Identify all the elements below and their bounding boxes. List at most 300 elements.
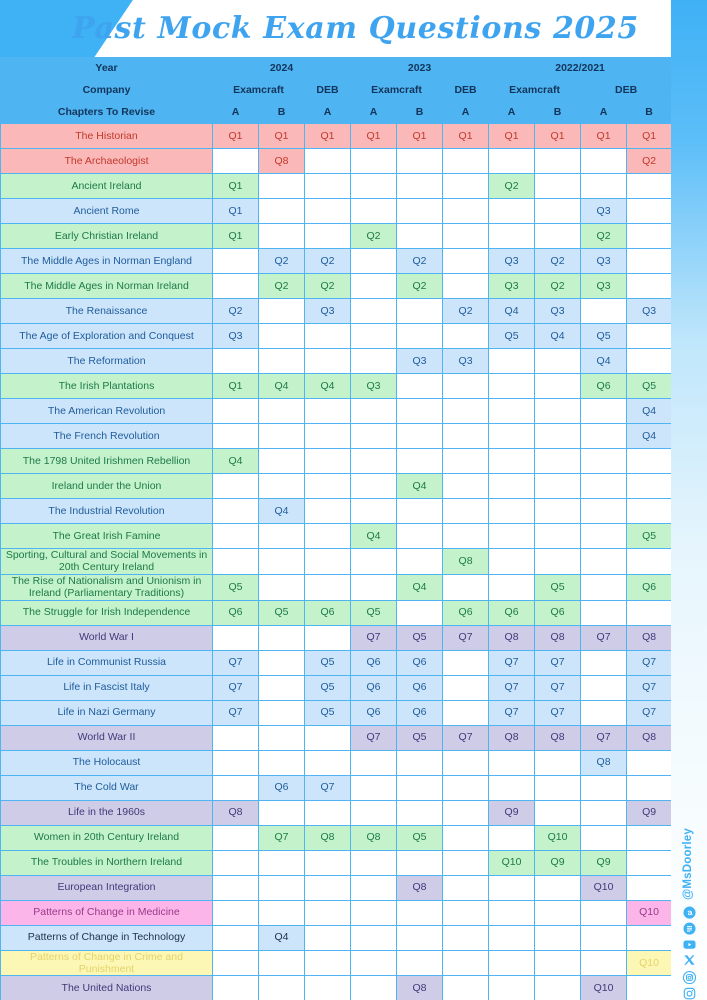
empty-cell	[397, 149, 443, 174]
empty-cell	[259, 700, 305, 725]
empty-cell	[627, 925, 672, 950]
question-cell: Q9	[581, 850, 627, 875]
question-cell: Q8	[397, 875, 443, 900]
question-cell: Q2	[627, 149, 672, 174]
empty-cell	[305, 850, 351, 875]
header-company-deb-2024: DEB	[305, 80, 351, 102]
empty-cell	[489, 349, 535, 374]
empty-cell	[581, 499, 627, 524]
empty-cell	[443, 449, 489, 474]
chapter-label: Ireland under the Union	[1, 474, 213, 499]
empty-cell	[305, 925, 351, 950]
empty-cell	[627, 750, 672, 775]
threads-icon[interactable]	[681, 906, 698, 919]
question-cell: Q8	[213, 800, 259, 825]
empty-cell	[443, 675, 489, 700]
empty-cell	[535, 775, 581, 800]
question-cell: Q1	[443, 124, 489, 149]
empty-cell	[443, 825, 489, 850]
empty-cell	[213, 625, 259, 650]
question-cell: Q7	[535, 700, 581, 725]
chapter-label: The Historian	[1, 124, 213, 149]
empty-cell	[489, 399, 535, 424]
question-cell: Q1	[581, 124, 627, 149]
empty-cell	[213, 775, 259, 800]
empty-cell	[351, 549, 397, 575]
question-cell: Q7	[535, 675, 581, 700]
empty-cell	[259, 424, 305, 449]
empty-cell	[627, 199, 672, 224]
question-cell: Q7	[581, 725, 627, 750]
empty-cell	[443, 800, 489, 825]
empty-cell	[213, 750, 259, 775]
teachers-pay-teachers-icon[interactable]	[681, 922, 698, 935]
chapter-label: Patterns of Change in Medicine	[1, 900, 213, 925]
empty-cell	[627, 600, 672, 625]
header-paper-9: B	[627, 102, 672, 124]
empty-cell	[397, 424, 443, 449]
question-cell: Q3	[213, 324, 259, 349]
question-cell: Q8	[259, 149, 305, 174]
empty-cell	[535, 374, 581, 399]
question-cell: Q3	[351, 374, 397, 399]
empty-cell	[627, 174, 672, 199]
question-cell: Q3	[627, 299, 672, 324]
empty-cell	[489, 900, 535, 925]
chapter-label: The American Revolution	[1, 399, 213, 424]
question-cell: Q4	[213, 449, 259, 474]
question-cell: Q5	[397, 625, 443, 650]
empty-cell	[351, 499, 397, 524]
empty-cell	[443, 224, 489, 249]
table-row	[1, 725, 672, 750]
empty-cell	[535, 976, 581, 1000]
empty-cell	[259, 174, 305, 199]
empty-cell	[305, 349, 351, 374]
empty-cell	[443, 650, 489, 675]
question-cell: Q5	[627, 524, 672, 549]
empty-cell	[305, 625, 351, 650]
empty-cell	[535, 199, 581, 224]
empty-cell	[305, 174, 351, 199]
table-row	[1, 775, 672, 800]
empty-cell	[213, 274, 259, 299]
empty-cell	[581, 700, 627, 725]
question-cell: Q3	[581, 199, 627, 224]
question-cell: Q4	[397, 474, 443, 499]
empty-cell	[535, 224, 581, 249]
empty-cell	[351, 950, 397, 976]
empty-cell	[259, 675, 305, 700]
question-cell: Q8	[305, 825, 351, 850]
table-row	[1, 499, 672, 524]
question-cell: Q2	[213, 299, 259, 324]
empty-cell	[259, 976, 305, 1000]
empty-cell	[351, 424, 397, 449]
question-cell: Q2	[581, 224, 627, 249]
empty-cell	[351, 750, 397, 775]
question-cell: Q5	[213, 574, 259, 600]
empty-cell	[397, 900, 443, 925]
chapter-label: World War II	[1, 725, 213, 750]
empty-cell	[213, 349, 259, 374]
question-cell: Q6	[213, 600, 259, 625]
empty-cell	[213, 149, 259, 174]
empty-cell	[489, 950, 535, 976]
chapter-label: The Troubles in Northern Ireland	[1, 850, 213, 875]
question-cell: Q1	[305, 124, 351, 149]
empty-cell	[443, 499, 489, 524]
question-cell: Q2	[397, 249, 443, 274]
empty-cell	[443, 249, 489, 274]
empty-cell	[305, 800, 351, 825]
question-cell: Q4	[305, 374, 351, 399]
empty-cell	[351, 324, 397, 349]
chapter-label: Life in Nazi Germany	[1, 700, 213, 725]
question-cell: Q1	[213, 224, 259, 249]
question-cell: Q3	[489, 274, 535, 299]
empty-cell	[305, 474, 351, 499]
question-cell: Q10	[627, 900, 672, 925]
empty-cell	[443, 700, 489, 725]
empty-cell	[351, 249, 397, 274]
question-cell: Q5	[397, 725, 443, 750]
empty-cell	[489, 549, 535, 575]
empty-cell	[213, 474, 259, 499]
question-cell: Q1	[489, 124, 535, 149]
empty-cell	[443, 750, 489, 775]
question-cell: Q3	[581, 249, 627, 274]
empty-cell	[397, 199, 443, 224]
question-cell: Q6	[351, 675, 397, 700]
question-cell: Q3	[489, 249, 535, 274]
question-cell: Q4	[397, 574, 443, 600]
question-cell: Q6	[489, 600, 535, 625]
empty-cell	[581, 574, 627, 600]
table-row	[1, 976, 672, 1000]
question-cell: Q5	[351, 600, 397, 625]
empty-cell	[351, 574, 397, 600]
question-cell: Q8	[627, 625, 672, 650]
question-cell: Q5	[305, 650, 351, 675]
empty-cell	[213, 249, 259, 274]
question-cell: Q6	[259, 775, 305, 800]
question-cell: Q7	[305, 775, 351, 800]
chapter-label: The Middle Ages in Norman Ireland	[1, 274, 213, 299]
question-cell: Q7	[443, 625, 489, 650]
empty-cell	[213, 399, 259, 424]
empty-cell	[627, 499, 672, 524]
empty-cell	[213, 950, 259, 976]
question-cell: Q2	[305, 249, 351, 274]
question-cell: Q5	[489, 324, 535, 349]
question-cell: Q9	[489, 800, 535, 825]
empty-cell	[259, 650, 305, 675]
question-cell: Q8	[627, 725, 672, 750]
question-cell: Q2	[259, 274, 305, 299]
question-cell: Q2	[535, 274, 581, 299]
table-row	[1, 650, 672, 675]
chapter-label: Life in the 1960s	[1, 800, 213, 825]
table-row	[1, 199, 672, 224]
chapter-label: Life in Communist Russia	[1, 650, 213, 675]
question-cell: Q4	[581, 349, 627, 374]
question-cell: Q4	[259, 925, 305, 950]
empty-cell	[305, 750, 351, 775]
empty-cell	[259, 349, 305, 374]
empty-cell	[443, 149, 489, 174]
table-row	[1, 549, 672, 575]
empty-cell	[397, 449, 443, 474]
chapter-label: The Archaeologist	[1, 149, 213, 174]
question-cell: Q7	[535, 650, 581, 675]
empty-cell	[489, 750, 535, 775]
empty-cell	[581, 825, 627, 850]
question-cell: Q4	[489, 299, 535, 324]
empty-cell	[581, 399, 627, 424]
table-row	[1, 700, 672, 725]
empty-cell	[351, 299, 397, 324]
empty-cell	[535, 875, 581, 900]
empty-cell	[581, 600, 627, 625]
question-cell: Q1	[351, 124, 397, 149]
chapter-label: The Great Irish Famine	[1, 524, 213, 549]
empty-cell	[627, 274, 672, 299]
empty-cell	[443, 174, 489, 199]
table-row	[1, 625, 672, 650]
question-cell: Q10	[627, 950, 672, 976]
empty-cell	[305, 574, 351, 600]
empty-cell	[443, 976, 489, 1000]
table-row	[1, 600, 672, 625]
table-row	[1, 474, 672, 499]
question-cell: Q7	[489, 675, 535, 700]
chapter-label: The Industrial Revolution	[1, 499, 213, 524]
table-row	[1, 875, 672, 900]
empty-cell	[305, 725, 351, 750]
table-row	[1, 224, 672, 249]
question-cell: Q7	[489, 650, 535, 675]
table-row	[1, 399, 672, 424]
chapter-label: The United Nations	[1, 976, 213, 1000]
table-row	[1, 149, 672, 174]
empty-cell	[397, 800, 443, 825]
chapter-label: Ancient Ireland	[1, 174, 213, 199]
empty-cell	[259, 399, 305, 424]
question-cell: Q6	[397, 650, 443, 675]
question-cell: Q7	[213, 675, 259, 700]
question-cell: Q8	[581, 750, 627, 775]
chapter-label: The Irish Plantations	[1, 374, 213, 399]
chapter-label: Sporting, Cultural and Social Movements in 20th Century Ireland	[1, 549, 213, 575]
empty-cell	[305, 976, 351, 1000]
question-cell: Q1	[213, 174, 259, 199]
empty-cell	[351, 399, 397, 424]
empty-cell	[581, 449, 627, 474]
table-row	[1, 174, 672, 199]
header-company-examcraft-2023: Examcraft	[351, 80, 443, 102]
empty-cell	[351, 349, 397, 374]
chapter-label: The Cold War	[1, 775, 213, 800]
empty-cell	[627, 875, 672, 900]
x-twitter-icon[interactable]	[681, 954, 698, 967]
empty-cell	[397, 374, 443, 399]
chapter-label: European Integration	[1, 875, 213, 900]
question-cell: Q10	[535, 825, 581, 850]
empty-cell	[489, 775, 535, 800]
empty-cell	[535, 950, 581, 976]
empty-cell	[535, 499, 581, 524]
question-cell: Q7	[351, 625, 397, 650]
chapter-label: Patterns of Change in Technology	[1, 925, 213, 950]
empty-cell	[489, 925, 535, 950]
empty-cell	[259, 524, 305, 549]
question-cell: Q5	[581, 324, 627, 349]
question-cell: Q7	[351, 725, 397, 750]
empty-cell	[489, 524, 535, 549]
empty-cell	[489, 199, 535, 224]
question-cell: Q2	[397, 274, 443, 299]
empty-cell	[443, 324, 489, 349]
question-cell: Q7	[627, 675, 672, 700]
empty-cell	[397, 775, 443, 800]
empty-cell	[259, 574, 305, 600]
empty-cell	[627, 775, 672, 800]
header-year-2022-2021: 2022/2021	[489, 58, 672, 80]
empty-cell	[489, 875, 535, 900]
question-cell: Q7	[627, 650, 672, 675]
empty-cell	[535, 474, 581, 499]
header-company-deb-2022: DEB	[581, 80, 672, 102]
chapter-label: Early Christian Ireland	[1, 224, 213, 249]
question-cell: Q1	[213, 199, 259, 224]
empty-cell	[397, 950, 443, 976]
instagram-icon[interactable]	[681, 987, 698, 1000]
empty-cell	[535, 449, 581, 474]
question-cell: Q5	[305, 700, 351, 725]
empty-cell	[259, 449, 305, 474]
empty-cell	[581, 650, 627, 675]
empty-cell	[535, 349, 581, 374]
chapter-label: The Reformation	[1, 349, 213, 374]
empty-cell	[535, 149, 581, 174]
table-row	[1, 524, 672, 549]
question-cell: Q5	[305, 675, 351, 700]
question-cell: Q7	[627, 700, 672, 725]
question-cell: Q6	[627, 574, 672, 600]
chapter-label: The Struggle for Irish Independence	[1, 600, 213, 625]
table-body	[1, 124, 672, 1000]
empty-cell	[305, 950, 351, 976]
empty-cell	[443, 424, 489, 449]
exam-questions-table	[0, 57, 672, 1000]
empty-cell	[489, 499, 535, 524]
question-cell: Q10	[489, 850, 535, 875]
empty-cell	[351, 875, 397, 900]
empty-cell	[397, 524, 443, 549]
table-row	[1, 574, 672, 600]
question-cell: Q4	[259, 499, 305, 524]
empty-cell	[627, 850, 672, 875]
empty-cell	[305, 900, 351, 925]
question-cell: Q6	[535, 600, 581, 625]
chapter-label: Life in Fascist Italy	[1, 675, 213, 700]
empty-cell	[397, 600, 443, 625]
empty-cell	[443, 274, 489, 299]
empty-cell	[581, 900, 627, 925]
question-cell: Q1	[535, 124, 581, 149]
empty-cell	[305, 399, 351, 424]
empty-cell	[535, 424, 581, 449]
question-cell: Q2	[489, 174, 535, 199]
empty-cell	[213, 524, 259, 549]
question-cell: Q6	[397, 700, 443, 725]
empty-cell	[443, 775, 489, 800]
empty-cell	[351, 149, 397, 174]
empty-cell	[213, 875, 259, 900]
empty-cell	[259, 199, 305, 224]
question-cell: Q1	[397, 124, 443, 149]
header-row-papers	[1, 102, 672, 124]
empty-cell	[443, 199, 489, 224]
empty-cell	[489, 374, 535, 399]
header-paper-3: A	[351, 102, 397, 124]
table-row	[1, 249, 672, 274]
empty-cell	[443, 524, 489, 549]
instagram-alt-icon[interactable]	[681, 971, 698, 984]
empty-cell	[305, 424, 351, 449]
empty-cell	[351, 800, 397, 825]
empty-cell	[627, 549, 672, 575]
table-header	[1, 58, 672, 124]
question-cell: Q4	[627, 424, 672, 449]
empty-cell	[535, 900, 581, 925]
table-row	[1, 124, 672, 149]
empty-cell	[397, 499, 443, 524]
empty-cell	[627, 324, 672, 349]
question-cell: Q7	[213, 650, 259, 675]
empty-cell	[397, 925, 443, 950]
question-cell: Q1	[627, 124, 672, 149]
table-row	[1, 850, 672, 875]
table-row	[1, 950, 672, 976]
question-cell: Q9	[627, 800, 672, 825]
empty-cell	[213, 825, 259, 850]
empty-cell	[259, 800, 305, 825]
question-cell: Q1	[213, 124, 259, 149]
question-cell: Q2	[305, 274, 351, 299]
header-company-examcraft-2024: Examcraft	[213, 80, 305, 102]
chapter-label: The Renaissance	[1, 299, 213, 324]
empty-cell	[627, 249, 672, 274]
empty-cell	[535, 750, 581, 775]
question-cell: Q3	[305, 299, 351, 324]
question-cell: Q4	[627, 399, 672, 424]
question-cell: Q10	[581, 875, 627, 900]
question-cell: Q8	[351, 825, 397, 850]
youtube-icon[interactable]	[681, 938, 698, 951]
question-cell: Q6	[397, 675, 443, 700]
question-cell: Q4	[535, 324, 581, 349]
empty-cell	[397, 850, 443, 875]
empty-cell	[351, 900, 397, 925]
empty-cell	[213, 900, 259, 925]
chapter-label: The French Revolution	[1, 424, 213, 449]
empty-cell	[443, 850, 489, 875]
table-row	[1, 750, 672, 775]
header-paper-4: B	[397, 102, 443, 124]
table-row	[1, 449, 672, 474]
